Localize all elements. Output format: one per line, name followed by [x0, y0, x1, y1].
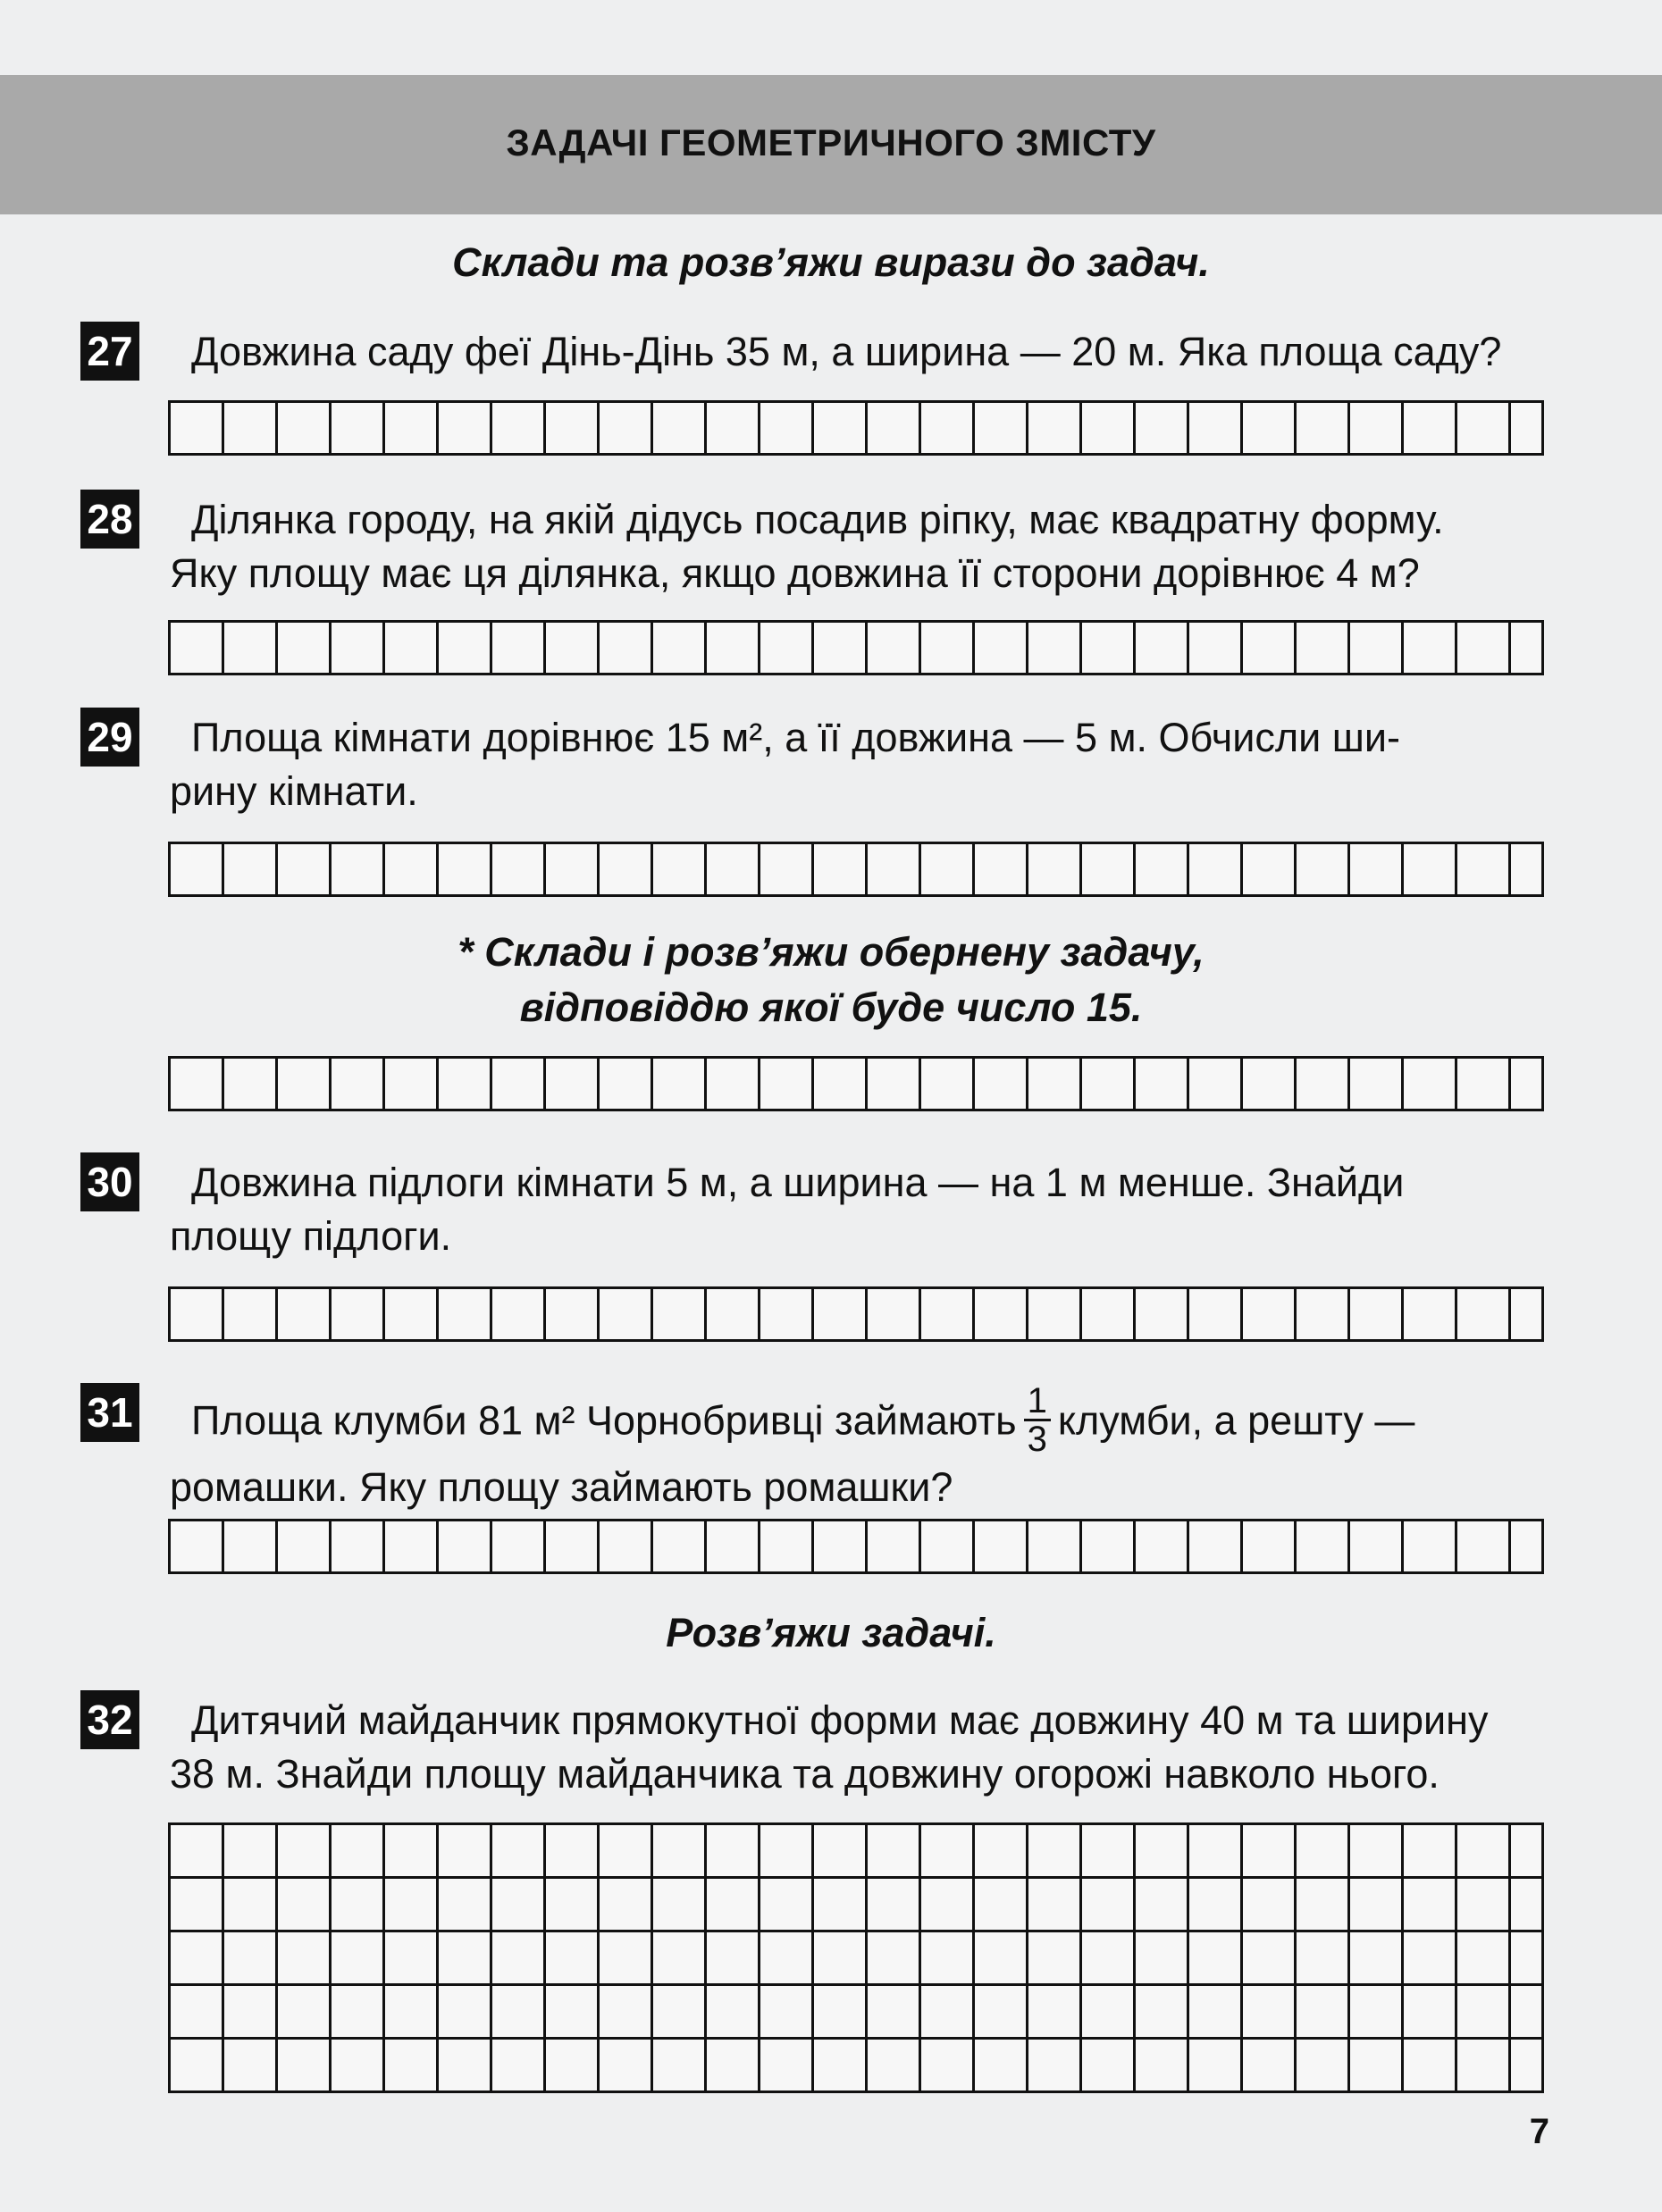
section-title: ЗАДАЧІ ГЕОМЕТРИЧНОГО ЗМІСТУ	[506, 121, 1156, 163]
task-28-line-1: Ділянка городу, на якій дідусь посадив ріпку, має квадратну форму.	[191, 497, 1444, 542]
answer-grid-29[interactable]	[168, 842, 1544, 897]
task-31-line-1	[170, 1381, 1550, 1461]
task-text-32	[170, 1694, 1550, 1801]
task-number-28: 28	[80, 490, 139, 549]
answer-grid-28[interactable]	[168, 620, 1544, 675]
task-text-31	[170, 1381, 1550, 1514]
task-number-29: 29	[80, 708, 139, 767]
section-header	[0, 75, 1662, 214]
heading-solve: Розв’яжи задачі.	[666, 1610, 996, 1655]
task-number-31: 31	[80, 1383, 139, 1442]
task-28-line-2: Яку площу має ця ділянка, якщо довжина її сторони дорівнює 4 м?	[170, 550, 1420, 596]
task-number-32: 32	[80, 1690, 139, 1749]
answer-grid-31[interactable]	[168, 1519, 1544, 1574]
task-text-30	[170, 1156, 1550, 1263]
task-32-line-2: 38 м. Знайди площу майданчика та довжину огорожі навколо нього.	[170, 1751, 1440, 1797]
heading-compose-expressions: Склади та розв’яжи вирази до задач.	[452, 239, 1210, 285]
fraction-one-third	[1024, 1383, 1051, 1457]
task-31-text-after: клумби, а решту —	[1057, 1397, 1415, 1444]
task-31-line-2: ромашки. Яку площу займають ромашки?	[170, 1464, 953, 1510]
task-number-27: 27	[80, 322, 139, 381]
heading-inverse-line-2: відповіддю якої буде число 15.	[519, 985, 1143, 1030]
answer-grid-27[interactable]	[168, 400, 1544, 456]
task-text-27	[170, 325, 1550, 379]
fraction-numerator: 1	[1024, 1383, 1051, 1421]
task-27-line-1: Довжина саду феї Дінь-Дінь 35 м, а ширина — 20 м. Яка площа саду?	[191, 329, 1502, 374]
task-30-line-2: площу підлоги.	[170, 1213, 452, 1259]
task-29-line-1: Площа кімнати дорівнює 15 м², а її довжина — 5 м. Обчисли ши-	[191, 715, 1401, 760]
fraction-denominator: 3	[1027, 1420, 1047, 1459]
task-text-28	[170, 493, 1550, 600]
task-31-text-before: Площа клумби 81 м² Чорнобривці займають	[191, 1397, 1017, 1444]
heading-inverse-line-1: * Склади і розв’яжи обернену задачу,	[457, 929, 1205, 975]
task-30-line-1: Довжина підлоги кімнати 5 м, а ширина — на 1 м менше. Знайди	[191, 1160, 1405, 1205]
answer-grid-32[interactable]	[168, 1822, 1544, 2093]
task-text-29	[170, 711, 1550, 818]
answer-grid-30[interactable]	[168, 1286, 1544, 1342]
task-29-line-2: рину кімнати.	[170, 768, 418, 814]
answer-grid-inverse[interactable]	[168, 1056, 1544, 1111]
task-number-30: 30	[80, 1152, 139, 1211]
page-number: 7	[1529, 2112, 1549, 2151]
task-32-line-1: Дитячий майданчик прямокутної форми має довжину 40 м та ширину	[191, 1697, 1489, 1743]
